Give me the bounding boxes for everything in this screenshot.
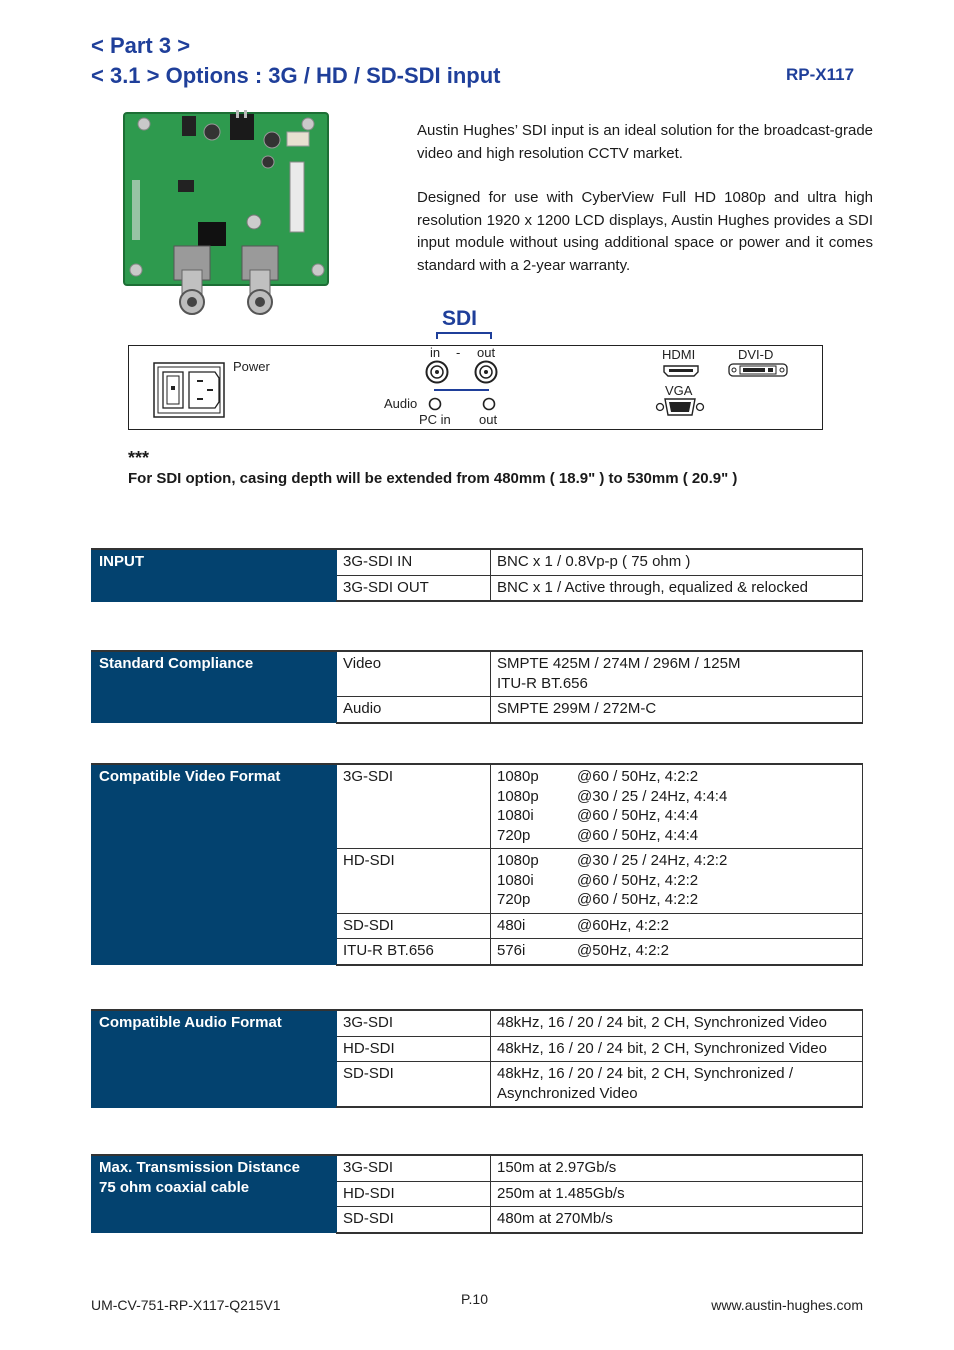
audio-line: 48kHz, 16 / 20 / 24 bit, 2 CH, Synchronized / (497, 1065, 793, 1082)
website-link[interactable]: www.austin-hughes.com (711, 1297, 863, 1313)
video-formats-4 (491, 939, 863, 965)
video-format-table (91, 763, 863, 966)
input-name-1: 3G-SDI IN (337, 549, 491, 575)
audio-name-1: 3G-SDI (337, 1010, 491, 1036)
note-stars: *** (128, 448, 150, 468)
distance-header-line-1: Max. Transmission Distance (99, 1159, 300, 1176)
format-resolution: 480i (497, 916, 526, 934)
audio-label: Audio (384, 396, 418, 411)
power-inlet-icon (153, 362, 225, 423)
audio-format-table (91, 1009, 863, 1108)
distance-header-line-2: 75 ohm coaxial cable (99, 1178, 250, 1196)
format-rate: @60 / 50Hz, 4:2:2 (577, 871, 699, 889)
input-table (91, 548, 863, 602)
format-resolution: 1080i (497, 871, 534, 889)
distance-header (92, 1155, 337, 1233)
video-name-1: 3G-SDI (337, 764, 491, 849)
hdmi-port-icon (663, 364, 699, 382)
audio-line: Asynchronized Video (497, 1084, 638, 1102)
sdi-out-bnc-icon (474, 360, 498, 389)
format-rate: @50Hz, 4:2:2 (577, 942, 669, 959)
dvid-label: DVI-D (738, 347, 774, 362)
compliance-line: SMPTE 299M / 272M-C (497, 700, 657, 717)
format-rate: @60Hz, 4:2:2 (577, 916, 669, 934)
distance-value-2: 250m at 1.485Gb/s (491, 1181, 863, 1207)
compliance-name-2: Audio (337, 697, 491, 723)
video-formats-2 (491, 849, 863, 914)
compliance-table (91, 650, 863, 724)
hdmi-label: HDMI (662, 347, 696, 362)
compliance-line: ITU-R BT.656 (497, 674, 588, 692)
power-label: Power (233, 359, 270, 374)
distance-name-3: SD-SDI (337, 1207, 491, 1233)
format-resolution: 720p (497, 891, 531, 908)
format-rate: @60 / 50Hz, 4:2:2 (577, 891, 699, 908)
format-resolution: 576i (497, 942, 526, 959)
video-name-3: SD-SDI (337, 913, 491, 939)
format-resolution: 1080p (497, 787, 539, 805)
table-row (92, 549, 863, 575)
audio-name-2: HD-SDI (337, 1036, 491, 1062)
sdi-dash: - (456, 345, 461, 360)
table-row (92, 651, 863, 697)
format-line (497, 916, 856, 936)
table-row (92, 1155, 863, 1181)
format-rate: @30 / 25 / 24Hz, 4:4:4 (577, 787, 728, 805)
audio-value-3 (491, 1062, 863, 1108)
pc-in-label: PC in (419, 412, 451, 427)
video-formats-3 (491, 913, 863, 939)
distance-value-3: 480m at 270Mb/s (491, 1207, 863, 1233)
page-number: P.10 (461, 1291, 488, 1307)
section-title: < 3.1 > Options : 3G / HD / SD-SDI input (91, 63, 501, 88)
format-resolution: 720p (497, 826, 531, 844)
distance-name-1: 3G-SDI (337, 1155, 491, 1181)
table-row (92, 1010, 863, 1036)
audio-name-3: SD-SDI (337, 1062, 491, 1108)
input-value-1: BNC x 1 / 0.8Vp-p ( 75 ohm ) (491, 549, 863, 575)
format-line (497, 871, 856, 891)
audio-value-2 (491, 1036, 863, 1062)
format-line (497, 890, 856, 910)
table-row (92, 764, 863, 849)
sdi-out-label: out (477, 345, 496, 360)
format-line (497, 787, 856, 807)
format-line (497, 806, 856, 826)
dvid-port-icon (728, 362, 788, 383)
compliance-line: SMPTE 425M / 274M / 296M / 125M (497, 655, 741, 672)
video-format-header: Compatible Video Format (92, 764, 337, 965)
audio-value-1 (491, 1010, 863, 1036)
part-heading: < Part 3 > (91, 33, 191, 58)
compliance-value-1 (491, 651, 863, 697)
vga-label: VGA (665, 383, 693, 398)
distance-table (91, 1154, 863, 1234)
format-rate: @60 / 50Hz, 4:4:4 (577, 826, 699, 844)
compliance-value-2 (491, 697, 863, 723)
distance-name-2: HD-SDI (337, 1181, 491, 1207)
audio-bracket (434, 389, 489, 391)
video-formats-1 (491, 764, 863, 849)
audio-out-label: out (479, 412, 498, 427)
format-rate: @60 / 50Hz, 4:2:2 (577, 768, 699, 785)
audio-line: 48kHz, 16 / 20 / 24 bit, 2 CH, Synchronized Video (497, 1039, 827, 1057)
sdi-board-image (122, 110, 330, 315)
format-resolution: 1080i (497, 807, 534, 824)
format-line (497, 941, 856, 961)
input-value-2: BNC x 1 / Active through, equalized & relocked (491, 575, 863, 601)
audio-line: 48kHz, 16 / 20 / 24 bit, 2 CH, Synchronized Video (497, 1014, 827, 1031)
sdi-in-bnc-icon (425, 360, 449, 389)
video-name-4: ITU-R BT.656 (337, 939, 491, 965)
casing-depth-note: For SDI option, casing depth will be extended from 480mm ( 18.9" ) to 530mm ( 20.9" ) (128, 470, 738, 487)
sdi-in-label: in (430, 345, 441, 360)
video-name-2: HD-SDI (337, 849, 491, 914)
format-resolution: 1080p (497, 768, 539, 785)
sdi-label: SDI (442, 307, 478, 330)
format-resolution: 1080p (497, 852, 539, 869)
document-id: UM-CV-751-RP-X117-Q215V1 (91, 1297, 281, 1313)
compliance-header: Standard Compliance (92, 651, 337, 723)
format-rate: @30 / 25 / 24Hz, 4:2:2 (577, 852, 728, 869)
intro-paragraph-2: Designed for use with CyberView Full HD 1080p and ultra high resolution 1920 x 1200 LCD displays, Austin Hughes provides a SDI input module without using additional space or power and it comes standard with a 2-year warranty. (417, 189, 873, 274)
sdi-bracket (436, 332, 492, 339)
vga-port-icon (655, 397, 705, 422)
input-name-2: 3G-SDI OUT (337, 575, 491, 601)
audio-format-header: Compatible Audio Format (92, 1010, 337, 1107)
format-line (497, 767, 856, 787)
input-header: INPUT (92, 549, 337, 601)
format-rate: @60 / 50Hz, 4:4:4 (577, 807, 699, 824)
format-line (497, 851, 856, 871)
distance-value-1: 150m at 2.97Gb/s (491, 1155, 863, 1181)
compliance-name-1: Video (337, 651, 491, 697)
format-line (497, 826, 856, 846)
model-number: RP-X117 (786, 65, 855, 84)
intro-paragraph-1: Austin Hughes’ SDI input is an ideal solution for the broadcast-grade video and high resolution CCTV market. (417, 122, 873, 162)
